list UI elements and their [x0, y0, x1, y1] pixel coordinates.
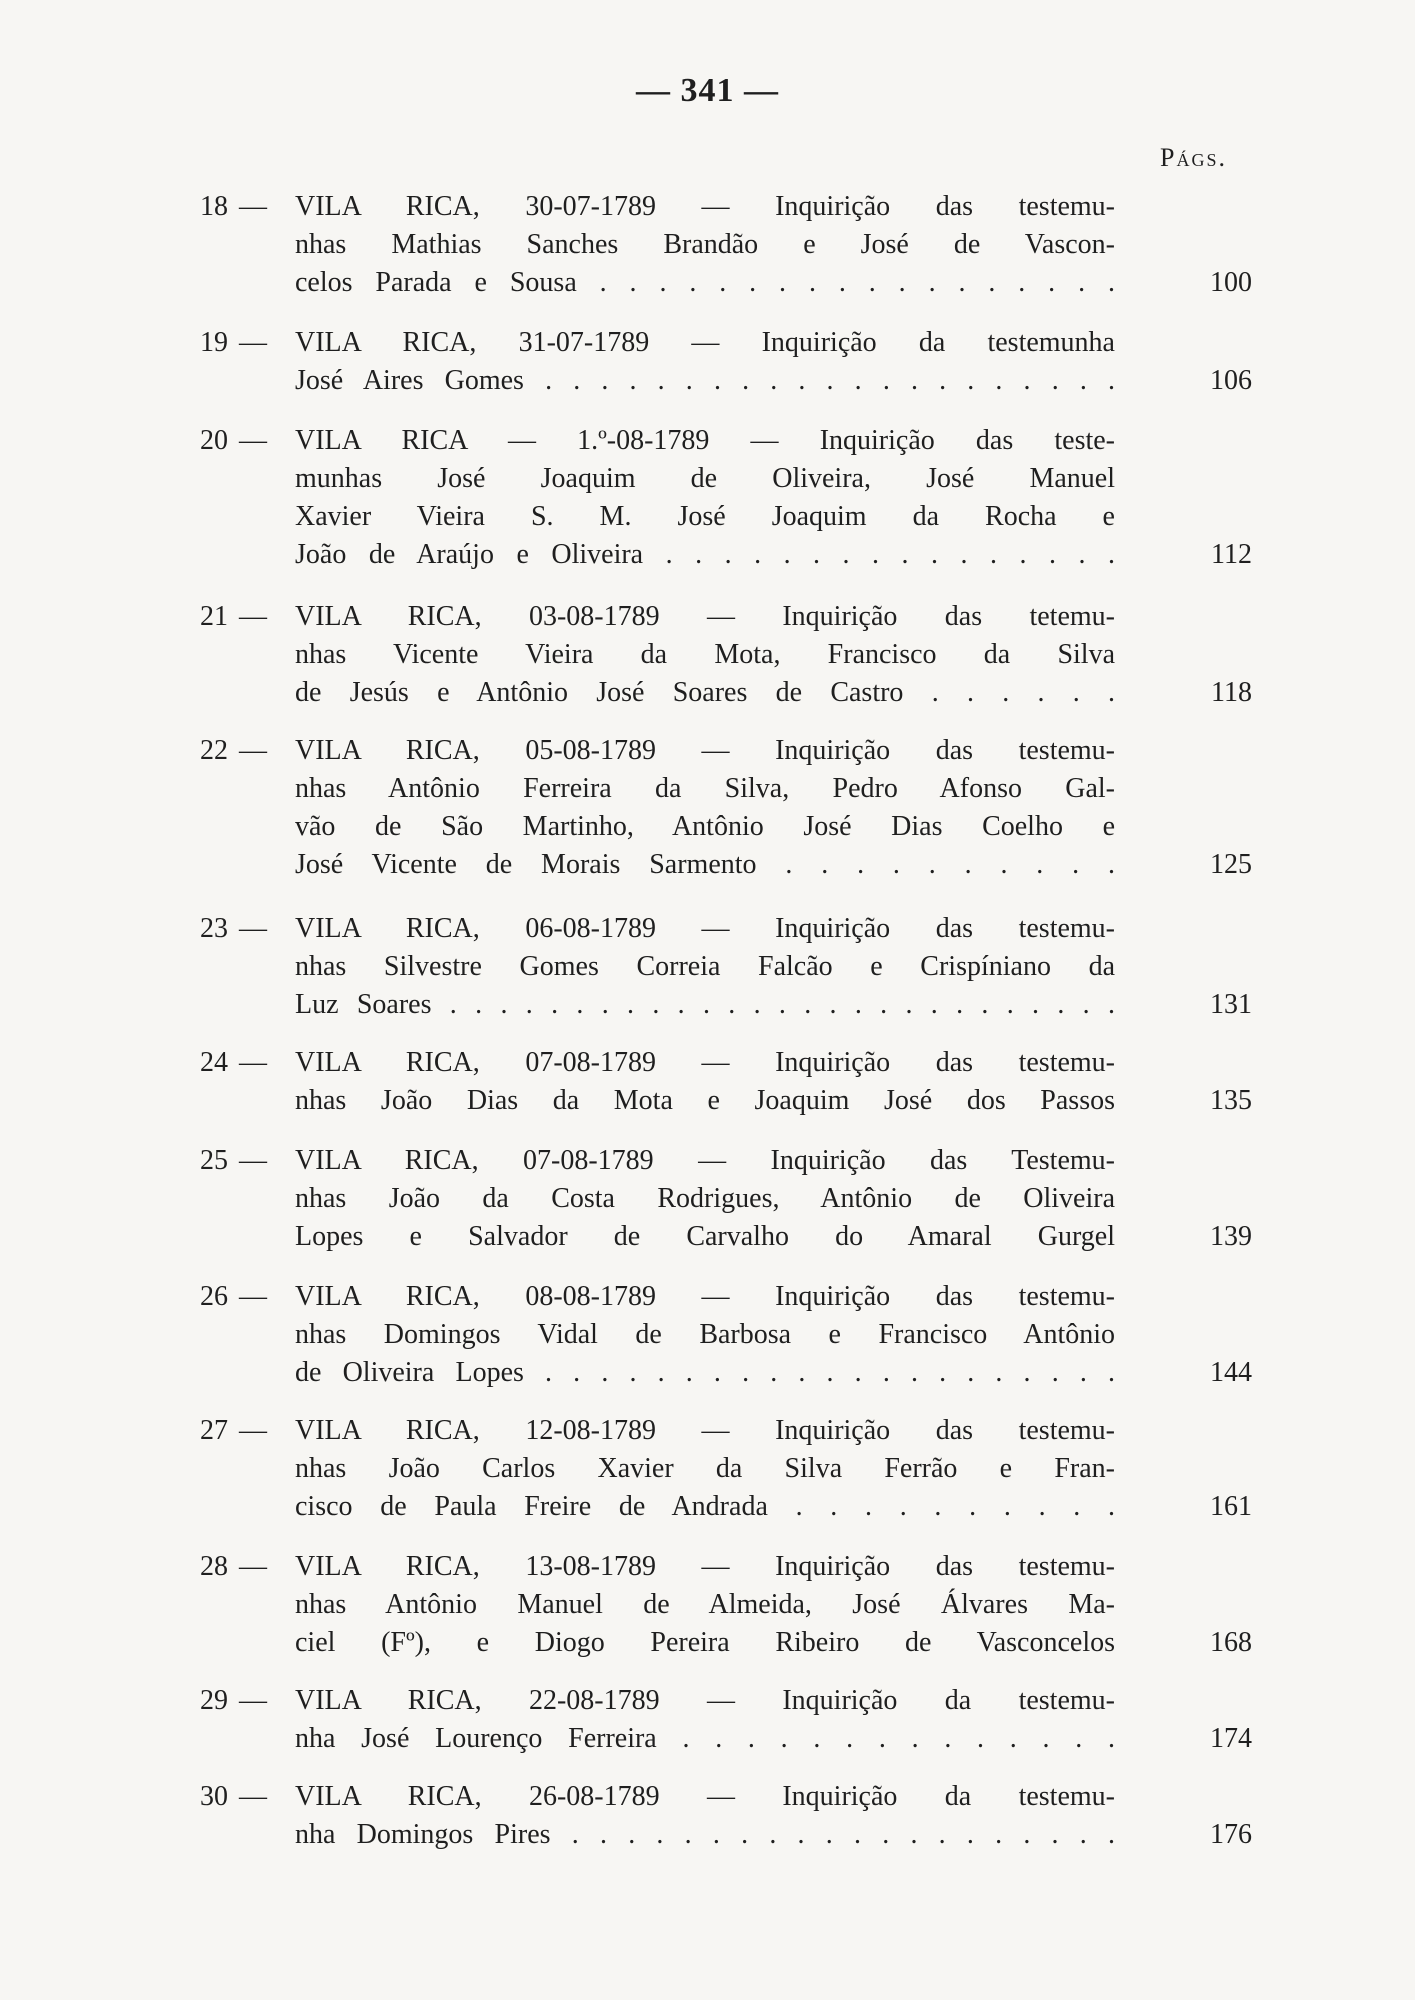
entry-dash: — [239, 1685, 267, 1716]
entry-line: vão de São Martinho, Antônio José Dias Coelho e [295, 811, 1115, 842]
entry-text [295, 598, 1115, 712]
entry-dash: — [239, 913, 267, 944]
entry-line: nhas João Carlos Xavier da Silva Ferrão e Fran- [295, 1453, 1115, 1484]
entry-line: nha José Lourenço Ferreira . . . . . . . . . . . . . . [295, 1723, 1115, 1754]
entry-text [295, 1778, 1115, 1854]
entry-text [295, 422, 1115, 574]
entry-line: José Aires Gomes . . . . . . . . . . . . . . . . . . . . . [295, 365, 1115, 396]
entry-dash: — [239, 735, 267, 766]
entry-page-ref: 125 [1210, 849, 1252, 880]
entry-page-ref: 168 [1210, 1627, 1252, 1658]
entry-line: nhas Antônio Manuel de Almeida, José Álvares Ma- [295, 1589, 1115, 1620]
entry-dash: — [239, 1145, 267, 1176]
entry-page-ref: 144 [1210, 1357, 1252, 1388]
entry-dash: — [239, 1551, 267, 1582]
entry-line: VILA RICA, 31-07-1789 — Inquirição da testemunha [295, 327, 1115, 358]
entry-dash: — [239, 425, 267, 456]
entry-line: munhas José Joaquim de Oliveira, José Manuel [295, 463, 1115, 494]
entry-text [295, 1682, 1115, 1758]
entry-line: VILA RICA, 06-08-1789 — Inquirição das testemu- [295, 913, 1115, 944]
entry-text [295, 188, 1115, 302]
entry-page-ref: 161 [1210, 1491, 1252, 1522]
entry-text [295, 910, 1115, 1024]
entry-page-ref: 131 [1210, 989, 1252, 1020]
entry-number: 24 [200, 1047, 228, 1078]
entry-line: VILA RICA, 12-08-1789 — Inquirição das testemu- [295, 1415, 1115, 1446]
entry-line: celos Parada e Sousa . . . . . . . . . . . . . . . . . . [295, 267, 1115, 298]
entry-line: de Jesús e Antônio José Soares de Castro . . . . . . [295, 677, 1115, 708]
entry-line: VILA RICA, 07-08-1789 — Inquirição das testemu- [295, 1047, 1115, 1078]
entry-number: 29 [200, 1685, 228, 1716]
entry-line: VILA RICA, 05-08-1789 — Inquirição das testemu- [295, 735, 1115, 766]
entry-dash: — [239, 601, 267, 632]
entry-number: 20 [200, 425, 228, 456]
entry-page-ref: 100 [1210, 267, 1252, 298]
entry-text [295, 1412, 1115, 1526]
entry-text [295, 1548, 1115, 1662]
entry-line: cisco de Paula Freire de Andrada . . . . . . . . . . [295, 1491, 1115, 1522]
entry-line: de Oliveira Lopes . . . . . . . . . . . . . . . . . . . . . [295, 1357, 1115, 1388]
entry-line: nhas João Dias da Mota e Joaquim José dos Passos [295, 1085, 1115, 1116]
entry-line: José Vicente de Morais Sarmento . . . . . . . . . . [295, 849, 1115, 880]
entry-number: 28 [200, 1551, 228, 1582]
entry-line: VILA RICA, 08-08-1789 — Inquirição das testemu- [295, 1281, 1115, 1312]
entry-page-ref: 112 [1211, 539, 1252, 570]
entry-line: VILA RICA, 22-08-1789 — Inquirição da testemu- [295, 1685, 1115, 1716]
page-number: — 341 — [636, 72, 779, 109]
entry-page-ref: 139 [1210, 1221, 1252, 1252]
entry-text [295, 1044, 1115, 1120]
entry-line: VILA RICA, 03-08-1789 — Inquirição das tetemu- [295, 601, 1115, 632]
entry-number: 27 [200, 1415, 228, 1446]
entry-dash: — [239, 1047, 267, 1078]
entry-line: nhas João da Costa Rodrigues, Antônio de Oliveira [295, 1183, 1115, 1214]
entry-line: nha Domingos Pires . . . . . . . . . . . . . . . . . . . . [295, 1819, 1115, 1850]
entry-line: nhas Antônio Ferreira da Silva, Pedro Afonso Gal- [295, 773, 1115, 804]
entry-line: nhas Domingos Vidal de Barbosa e Francisco Antônio [295, 1319, 1115, 1350]
entry-page-ref: 135 [1210, 1085, 1252, 1116]
entry-line: João de Araújo e Oliveira . . . . . . . . . . . . . . . . [295, 539, 1115, 570]
entry-page-ref: 176 [1210, 1819, 1252, 1850]
entry-number: 30 [200, 1781, 228, 1812]
entry-text [295, 1142, 1115, 1256]
entry-dash: — [239, 1281, 267, 1312]
entry-dash: — [239, 1415, 267, 1446]
pages-column-label: Págs. [1160, 143, 1227, 172]
entry-number: 22 [200, 735, 228, 766]
entry-line: nhas Mathias Sanches Brandão e José de Vascon- [295, 229, 1115, 260]
entry-number: 21 [200, 601, 228, 632]
entry-number: 26 [200, 1281, 228, 1312]
entry-page-ref: 106 [1210, 365, 1252, 396]
entry-line: ciel (Fº), e Diogo Pereira Ribeiro de Vasconcelos [295, 1627, 1115, 1658]
entry-line: VILA RICA, 07-08-1789 — Inquirição das Testemu- [295, 1145, 1115, 1176]
entry-line: VILA RICA, 30-07-1789 — Inquirição das testemu- [295, 191, 1115, 222]
entry-number: 25 [200, 1145, 228, 1176]
entry-line: nhas Vicente Vieira da Mota, Francisco da Silva [295, 639, 1115, 670]
entry-dash: — [239, 191, 267, 222]
entry-page-ref: 174 [1210, 1723, 1252, 1754]
entry-line: Luz Soares . . . . . . . . . . . . . . . . . . . . . . . . . . . [295, 989, 1115, 1020]
entry-line: Xavier Vieira S. M. José Joaquim da Rocha e [295, 501, 1115, 532]
entry-text [295, 732, 1115, 884]
entry-text [295, 324, 1115, 400]
entry-number: 23 [200, 913, 228, 944]
entry-line: Lopes e Salvador de Carvalho do Amaral Gurgel [295, 1221, 1115, 1252]
entry-number: 19 [200, 327, 228, 358]
entry-page-ref: 118 [1211, 677, 1252, 708]
entry-text [295, 1278, 1115, 1392]
entry-number: 18 [200, 191, 228, 222]
entry-line: VILA RICA, 26-08-1789 — Inquirição da testemu- [295, 1781, 1115, 1812]
entry-dash: — [239, 1781, 267, 1812]
entry-line: VILA RICA, 13-08-1789 — Inquirição das testemu- [295, 1551, 1115, 1582]
entry-dash: — [239, 327, 267, 358]
entry-line: VILA RICA — 1.º-08-1789 — Inquirição das teste- [295, 425, 1115, 456]
entry-line: nhas Silvestre Gomes Correia Falcão e Crispíniano da [295, 951, 1115, 982]
